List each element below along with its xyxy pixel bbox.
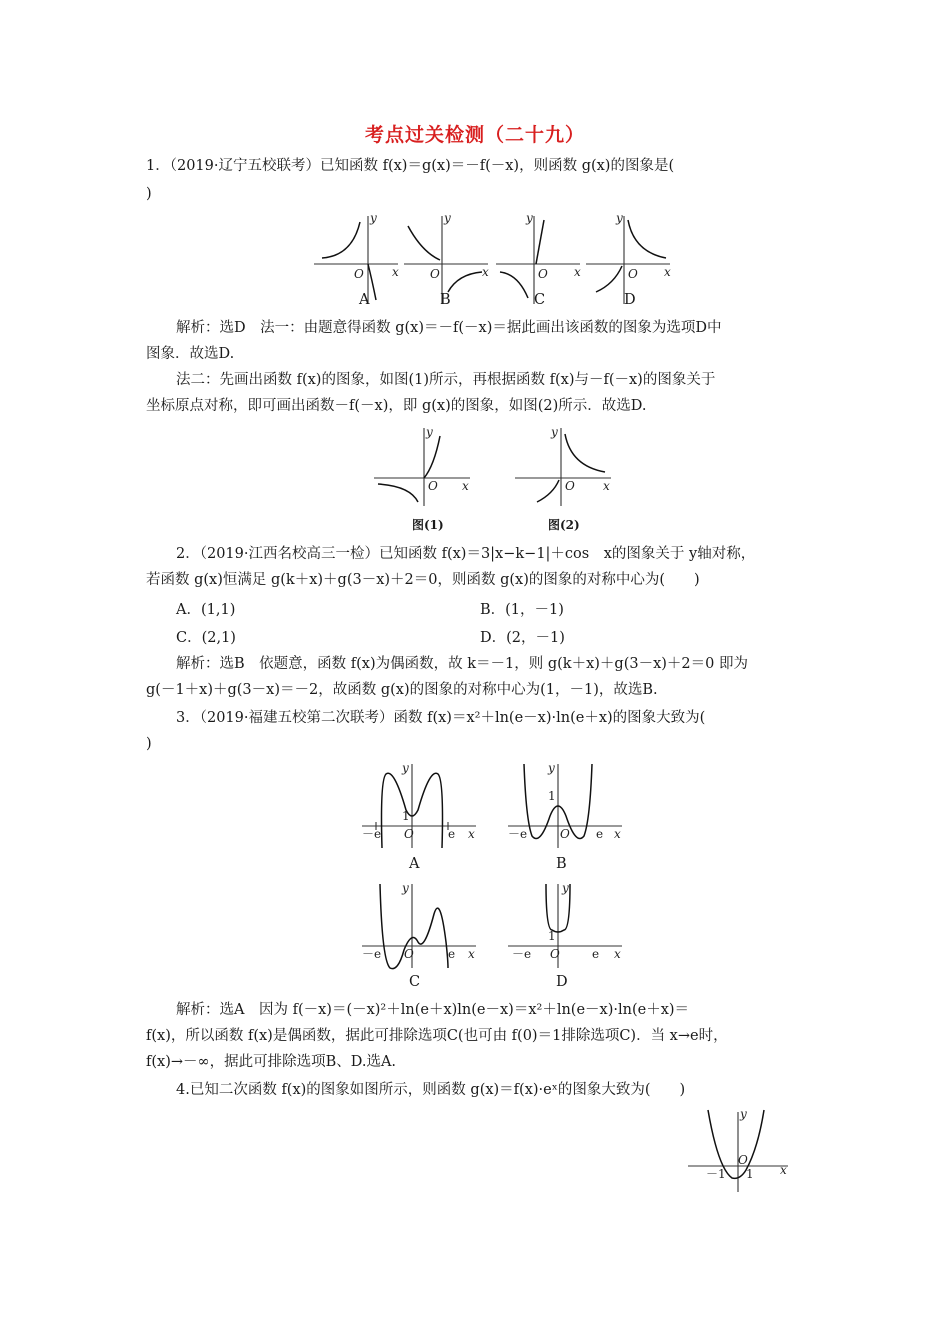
tick-e: e: [448, 947, 456, 961]
axis-x-label: x: [780, 1163, 787, 1177]
q1-option-d-label: D: [624, 292, 636, 308]
axis-y-label: y: [526, 211, 533, 225]
tick-neg-e: －e: [362, 827, 382, 841]
origin-label: O: [738, 1153, 748, 1167]
q3-stem-line2: ): [146, 736, 152, 752]
page-title: 考点过关检测（二十九）: [364, 124, 585, 146]
origin-label: O: [354, 267, 364, 281]
q1-solution-line1: 解析：选D 法一：由题意得函数 g(x)＝－f(－x)＝据此画出该函数的图象为选项D中: [176, 320, 722, 336]
origin-label: O: [404, 827, 414, 841]
q3-option-c-graph: [362, 880, 480, 970]
origin-label: O: [565, 479, 575, 493]
origin-label: O: [538, 267, 548, 281]
tick-neg-e: －e: [512, 947, 532, 961]
q3-solution-line3: f(x)→－∞，据此可排除选项B、D.选A.: [146, 1054, 397, 1070]
q2-stem-line2: 若函数 g(x)恒满足 g(k＋x)＋g(3－x)＋2＝0，则函数 g(x)的图象的对称中心为( ): [146, 572, 700, 588]
q2-option-d: D．(2，－1): [480, 630, 565, 646]
axis-y-label: y: [616, 211, 623, 225]
axis-x-label: x: [664, 265, 671, 279]
q1-option-a-label: A: [359, 292, 370, 308]
q3-option-c-label: C: [409, 974, 421, 990]
axis-y-label: y: [562, 881, 569, 895]
q1-figure-2-graph: [515, 426, 615, 508]
q3-solution-line2: f(x)，所以函数 f(x)是偶函数，据此可排除选项C(也可由 f(0)＝1排除选项C)．当 x→e时，: [146, 1028, 728, 1044]
q2-solution-line1: 解析：选B 依题意，函数 f(x)为偶函数，故 k＝－1，则 g(k＋x)＋g(3－x)＋2＝0 即为: [176, 656, 748, 672]
axis-x-label: x: [468, 827, 475, 841]
q1-stem-line2: ): [146, 186, 152, 202]
q1-option-a-graph: [312, 212, 402, 307]
tick-e: e: [592, 947, 600, 961]
q2-option-b: B．(1，－1): [480, 602, 564, 618]
tick-e: e: [596, 827, 604, 841]
axis-x-label: x: [614, 947, 621, 961]
tick-neg-e: －e: [362, 947, 382, 961]
q3-option-b-graph: [508, 760, 626, 850]
q1-figure-1-label: 图(1): [412, 518, 444, 532]
q3-option-d-label: D: [556, 974, 568, 990]
axis-y-label: y: [402, 761, 409, 775]
axis-y-label: y: [548, 761, 555, 775]
q1-stem-line1: 1．（2019·辽宁五校联考）已知函数 f(x)＝g(x)＝－f(－x)，则函数 g(x)的图象是(: [146, 158, 675, 174]
q2-stem-line1: 2．（2019·江西名校高三一检）已知函数 f(x)＝3|x−k−1|＋cos x的图象关于 y轴对称，: [176, 546, 756, 562]
axis-x-label: x: [392, 265, 399, 279]
q1-solution-line3: 法二：先画出函数 f(x)的图象，如图(1)所示，再根据函数 f(x)与－f(－x)的图象关于: [176, 372, 716, 388]
axis-x-label: x: [614, 827, 621, 841]
q2-option-c: C．(2,1): [176, 630, 236, 646]
tick-one: 1: [402, 809, 410, 823]
axis-x-label: x: [482, 265, 489, 279]
q4-stem-line1: 4.已知二次函数 f(x)的图象如图所示，则函数 g(x)＝f(x)·eˣ的图象大致为( ): [176, 1082, 686, 1098]
q4-parabola-graph: [688, 1108, 792, 1194]
tick-one: 1: [548, 789, 556, 803]
q3-option-a-graph: [362, 760, 480, 850]
axis-y-label: y: [444, 211, 451, 225]
axis-y-label: y: [402, 881, 409, 895]
axis-y-label: y: [426, 425, 433, 439]
tick-neg-e: －e: [508, 827, 528, 841]
axis-y-label: y: [740, 1107, 747, 1121]
axis-y-label: y: [370, 211, 377, 225]
origin-label: O: [628, 267, 638, 281]
axis-y-label: y: [551, 425, 558, 439]
origin-label: O: [404, 947, 414, 961]
origin-label: O: [550, 947, 560, 961]
tick-one: 1: [746, 1167, 754, 1181]
tick-e: e: [448, 827, 456, 841]
q3-stem-line1: 3．（2019·福建五校第二次联考）函数 f(x)＝x²＋ln(e－x)·ln(e＋x)的图象大致为(: [176, 710, 706, 726]
q2-solution-line2: g(－1＋x)＋g(3－x)＝－2，故函数 g(x)的图象的对称中心为(1，－1)，故选B.: [146, 682, 658, 698]
q1-solution-line4: 坐标原点对称，即可画出函数－f(－x)，即 g(x)的图象，如图(2)所示．故选D.: [146, 398, 647, 414]
origin-label: O: [560, 827, 570, 841]
q2-option-a: A．(1,1): [176, 602, 236, 618]
axis-x-label: x: [468, 947, 475, 961]
tick-one: 1: [548, 929, 556, 943]
axis-x-label: x: [603, 479, 610, 493]
q1-solution-line2: 图象．故选D.: [146, 346, 235, 362]
q3-option-a-label: A: [409, 856, 420, 872]
q1-figure-1-graph: [374, 426, 474, 508]
axis-x-label: x: [574, 265, 581, 279]
axis-x-label: x: [462, 479, 469, 493]
q3-option-b-label: B: [556, 856, 567, 872]
q3-solution-line1: 解析：选A 因为 f(－x)＝(－x)²＋ln(e＋x)ln(e－x)＝x²＋ln(e－x)·ln(e＋x)＝: [176, 1002, 690, 1018]
origin-label: O: [430, 267, 440, 281]
origin-label: O: [428, 479, 438, 493]
q1-option-b-label: B: [440, 292, 451, 308]
q1-figure-2-label: 图(2): [548, 518, 580, 532]
q3-option-d-graph: [508, 880, 626, 970]
tick-neg-one: －1: [706, 1167, 726, 1181]
q1-option-c-label: C: [534, 292, 546, 308]
